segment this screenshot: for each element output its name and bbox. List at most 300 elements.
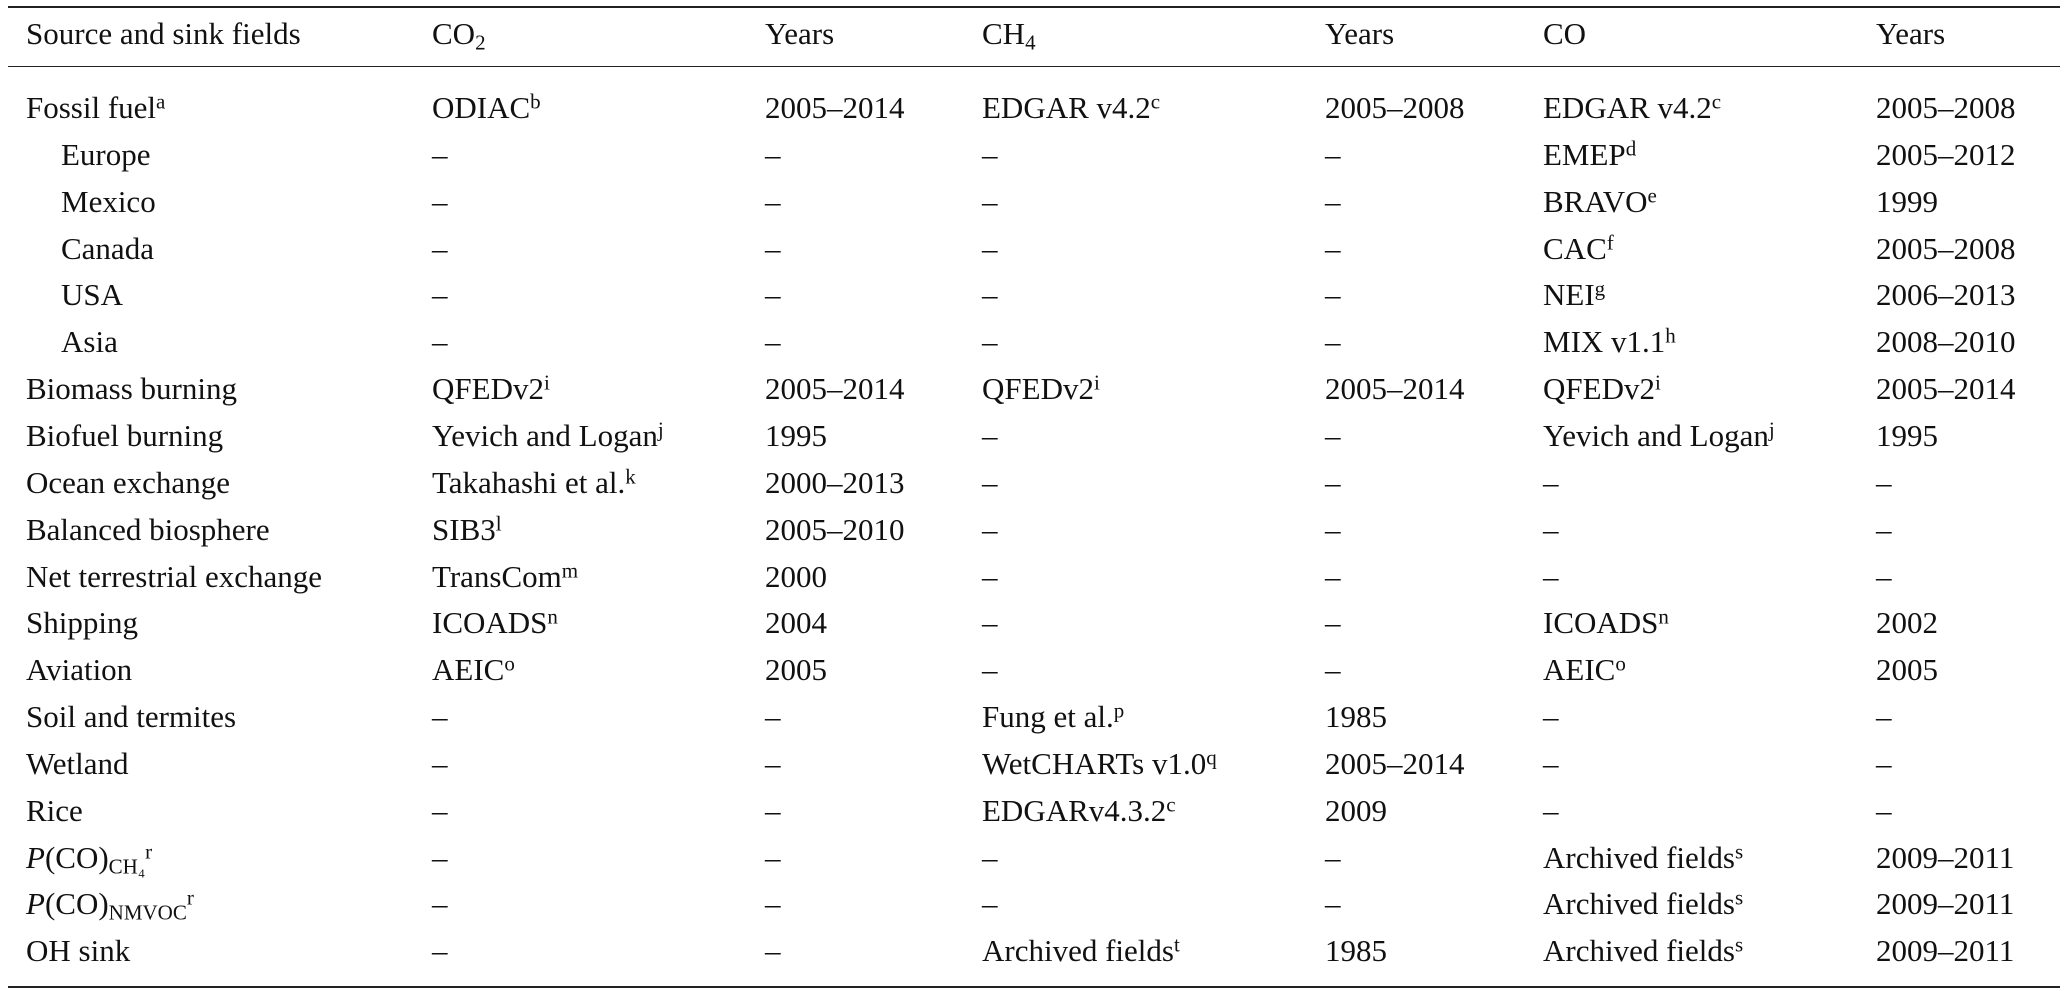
cell-text: Archived fields — [1543, 933, 1735, 969]
cell-text: – — [432, 839, 448, 875]
footnote-marker: f — [1606, 230, 1614, 255]
table-cell — [1325, 884, 1341, 924]
table-cell — [765, 791, 781, 831]
cell-text: CO — [432, 16, 476, 51]
table-cell — [1325, 697, 1387, 737]
cell-text: 2005–2010 — [765, 511, 905, 547]
table-cell — [1543, 931, 1743, 971]
cell-text: CO — [1543, 16, 1587, 51]
cell-text: – — [1876, 792, 1892, 828]
cell-text: Rice — [26, 792, 83, 828]
cell-text: – — [765, 183, 781, 219]
cell-text: – — [982, 183, 998, 219]
table-cell — [1876, 88, 2016, 128]
cell-text: – — [982, 464, 998, 500]
table-cell — [1876, 229, 2016, 269]
cell-text: – — [1543, 558, 1559, 594]
table-cell — [982, 884, 998, 924]
table-cell — [1876, 884, 2014, 924]
cell-text: Years — [765, 16, 835, 51]
column-header — [982, 14, 1036, 54]
table-cell — [982, 510, 998, 550]
cell-text: – — [432, 324, 448, 360]
top-rule — [8, 6, 2060, 8]
cell-text: BRAVO — [1543, 183, 1648, 219]
cell-text: – — [1325, 511, 1341, 547]
cell-text: AEIC — [1543, 652, 1616, 688]
table-cell — [1543, 88, 1721, 128]
table-cell — [982, 557, 998, 597]
cell-text: – — [1543, 699, 1559, 735]
cell-text: 2005–2012 — [1876, 136, 2016, 172]
table-cell — [1543, 603, 1669, 643]
cell-text: 2005–2014 — [1325, 745, 1465, 781]
footnote-marker: k — [625, 464, 636, 489]
table-cell — [1543, 650, 1626, 690]
cell-text: ICOADS — [432, 605, 548, 641]
table-cell — [432, 322, 448, 362]
table-cell — [982, 229, 998, 269]
cell-text: 1985 — [1325, 933, 1387, 969]
table-cell — [1325, 416, 1341, 456]
cell-text: – — [765, 839, 781, 875]
cell-text: 1985 — [1325, 699, 1387, 735]
footnote-marker: i — [543, 370, 550, 395]
footnote-marker: j — [1768, 417, 1775, 442]
footnote-marker: i — [1654, 370, 1661, 395]
subscript: NMVOC — [108, 900, 187, 925]
footnote-marker: q — [1206, 745, 1217, 770]
row-label — [26, 510, 270, 550]
table-cell — [432, 182, 448, 222]
row-label — [61, 229, 154, 269]
table-cell — [765, 650, 827, 690]
cell-text: 2005–2008 — [1876, 90, 2016, 125]
cell-text: ICOADS — [1543, 605, 1659, 641]
table-cell — [1876, 369, 2016, 409]
table-cell — [1543, 510, 1559, 550]
table-cell — [1876, 322, 2016, 362]
cell-text: Soil and termites — [26, 699, 237, 735]
row-label — [61, 322, 118, 362]
table-cell — [1876, 416, 1938, 456]
cell-text: ODIAC — [432, 90, 531, 125]
cell-text: 2005–2014 — [1325, 371, 1465, 407]
row-label — [26, 88, 165, 128]
table-cell — [1876, 182, 1938, 222]
footnote-marker: p — [1113, 698, 1125, 723]
table-cell — [982, 135, 998, 175]
table-cell — [1543, 463, 1559, 503]
cell-text: – — [1325, 605, 1341, 641]
footnote-marker: s — [1734, 932, 1744, 957]
cell-text: EDGAR v4.2 — [982, 90, 1151, 125]
row-label — [26, 650, 132, 690]
table-cell — [1325, 463, 1341, 503]
table-cell — [1876, 463, 1892, 503]
cell-text: – — [765, 886, 781, 922]
table-cell — [1325, 838, 1341, 878]
cell-text: EDGARv4.3.2 — [982, 792, 1167, 828]
cell-text: 2005–2014 — [1876, 371, 2016, 407]
cell-text: – — [982, 511, 998, 547]
cell-text: – — [1325, 839, 1341, 875]
row-label — [26, 603, 138, 643]
cell-text: QFEDv2 — [1543, 371, 1655, 407]
table-cell — [982, 650, 998, 690]
table-cell — [1325, 510, 1341, 550]
cell-text: 2002 — [1876, 605, 1938, 641]
cell-text: – — [1876, 699, 1892, 735]
table-cell — [1325, 275, 1341, 315]
table-cell — [982, 322, 998, 362]
cell-text: Canada — [61, 230, 154, 266]
cell-text: USA — [61, 277, 124, 313]
cell-text: Years — [1876, 16, 1946, 51]
cell-text: 2005 — [765, 652, 827, 688]
cell-text: – — [1325, 652, 1341, 688]
table-cell — [982, 369, 1100, 409]
cell-text: – — [982, 417, 998, 453]
cell-text: 1999 — [1876, 183, 1938, 219]
cell-text: 2000 — [765, 558, 827, 594]
table-cell — [982, 603, 998, 643]
table-cell — [432, 369, 550, 409]
cell-text: – — [1876, 558, 1892, 594]
cell-text: NEI — [1543, 277, 1595, 313]
cell-text: Biomass burning — [26, 371, 237, 407]
table-cell — [1325, 182, 1341, 222]
row-label — [26, 791, 83, 831]
table-cell — [1876, 557, 1892, 597]
table-cell — [1876, 603, 1938, 643]
table-cell — [765, 931, 781, 971]
table-cell — [1543, 322, 1676, 362]
cell-text: – — [432, 699, 448, 735]
table-cell — [765, 322, 781, 362]
table-cell — [432, 229, 448, 269]
table-cell — [1543, 275, 1605, 315]
cell-text: 2005 — [1876, 652, 1938, 688]
footnote-marker: g — [1594, 276, 1606, 301]
footnote-marker: j — [657, 417, 664, 442]
cell-text: 2008–2010 — [1876, 324, 2016, 360]
italic-symbol: P — [26, 886, 45, 922]
footnote-marker: t — [1173, 932, 1180, 957]
cell-text: – — [1543, 745, 1559, 781]
cell-text: – — [765, 699, 781, 735]
table-cell — [1325, 135, 1341, 175]
cell-text: Mexico — [61, 183, 156, 219]
cell-text: CAC — [1543, 230, 1607, 266]
table-cell — [432, 557, 578, 597]
table-cell — [982, 416, 998, 456]
footnote-marker: s — [1734, 839, 1744, 864]
footnote-marker: r — [186, 886, 194, 910]
cell-text: – — [982, 605, 998, 641]
row-label — [26, 557, 322, 597]
cell-text: MIX v1.1 — [1543, 324, 1666, 360]
table-cell — [765, 838, 781, 878]
table-cell — [765, 182, 781, 222]
row-label — [26, 838, 152, 878]
footnote-marker: d — [1625, 136, 1637, 161]
cell-text: – — [432, 230, 448, 266]
footnote-marker: a — [156, 89, 166, 114]
table-cell — [765, 463, 905, 503]
table-cell — [1543, 884, 1743, 924]
cell-text: – — [982, 652, 998, 688]
column-header — [1876, 14, 1945, 54]
table-cell — [432, 135, 448, 175]
table-cell — [432, 275, 448, 315]
footnote-marker: o — [504, 651, 515, 676]
cell-text: EMEP — [1543, 136, 1626, 172]
footnote-marker: e — [1647, 183, 1657, 208]
table-cell — [1543, 791, 1559, 831]
cell-text: – — [982, 277, 998, 313]
cell-text: SIB3 — [432, 511, 496, 547]
table-cell — [1543, 557, 1559, 597]
cell-text: 2005–2008 — [1325, 90, 1465, 125]
cell-text: 2000–2013 — [765, 464, 905, 500]
cell-text: 2006–2013 — [1876, 277, 2016, 313]
row-label — [26, 416, 223, 456]
cell-text: AEIC — [432, 652, 505, 688]
cell-text: – — [1543, 792, 1559, 828]
footnote-marker: m — [561, 558, 579, 583]
cell-text: – — [982, 839, 998, 875]
bottom-rule — [8, 986, 2060, 988]
footnote-marker: h — [1665, 323, 1676, 348]
table-cell — [765, 510, 905, 550]
table-cell — [432, 416, 664, 456]
cell-text: – — [1876, 745, 1892, 781]
cell-text: – — [982, 558, 998, 594]
table-cell — [1543, 229, 1614, 269]
footnote-marker: n — [1658, 604, 1669, 629]
cell-text: – — [1325, 136, 1341, 172]
table-cell — [982, 791, 1176, 831]
table-cell — [982, 275, 998, 315]
column-header — [432, 14, 486, 54]
table-cell — [1876, 650, 1938, 690]
cell-text: – — [432, 886, 448, 922]
cell-text: – — [1325, 277, 1341, 313]
table-cell — [982, 88, 1160, 128]
cell-text: 1995 — [1876, 417, 1938, 453]
cell-text: WetCHARTs v1.0 — [982, 745, 1207, 781]
table-cell — [1325, 744, 1465, 784]
cell-text: Archived fields — [1543, 839, 1735, 875]
cell-text: QFEDv2 — [432, 371, 544, 407]
table-cell — [1325, 557, 1341, 597]
table-cell — [432, 744, 448, 784]
table-cell — [765, 603, 827, 643]
subscript: CH₄ — [108, 853, 146, 878]
cell-text: Fossil fuel — [26, 90, 157, 125]
cell-text: – — [1543, 464, 1559, 500]
cell-text: Source and sink fields — [26, 16, 301, 51]
table-cell — [1543, 416, 1775, 456]
cell-text: Europe — [61, 136, 151, 172]
footnote-marker: c — [1150, 89, 1161, 114]
column-header — [1543, 14, 1586, 54]
table-cell — [765, 88, 905, 128]
cell-text: Balanced biosphere — [26, 511, 270, 547]
cell-text: – — [1325, 417, 1341, 453]
table-cell — [1543, 182, 1657, 222]
table-cell — [982, 744, 1217, 784]
cell-text: 2005–2014 — [765, 90, 905, 125]
cell-text: – — [432, 933, 448, 969]
table-cell — [1325, 603, 1341, 643]
table-cell — [765, 744, 781, 784]
table-cell — [1543, 369, 1661, 409]
cell-text: – — [765, 745, 781, 781]
cell-text: – — [765, 230, 781, 266]
cell-text: Aviation — [26, 652, 133, 688]
table-cell — [1325, 650, 1341, 690]
table-cell — [432, 931, 448, 971]
cell-text: 2005–2008 — [1876, 230, 2016, 266]
cell-text: (CO) — [44, 886, 109, 922]
footnote-marker: b — [530, 89, 541, 114]
table-cell — [432, 88, 541, 128]
row-label — [26, 369, 237, 409]
cell-text: – — [982, 136, 998, 172]
footnote-marker: c — [1711, 89, 1722, 114]
table-cell — [1543, 838, 1743, 878]
table-cell — [1876, 744, 1892, 784]
table-cell — [765, 275, 781, 315]
table-cell — [1543, 744, 1559, 784]
table-cell — [432, 884, 448, 924]
cell-text: Fung et al. — [982, 699, 1114, 735]
table-cell — [1876, 510, 1892, 550]
table-cell — [1543, 697, 1559, 737]
table-cell — [432, 650, 515, 690]
table-cell — [1325, 88, 1465, 128]
cell-text: 2009–2011 — [1876, 933, 2015, 969]
cell-text: 2009 — [1325, 792, 1387, 828]
cell-text: – — [1325, 464, 1341, 500]
cell-text: 1995 — [765, 417, 827, 453]
cell-text: – — [1325, 324, 1341, 360]
cell-text: TransCom — [432, 558, 562, 594]
table-cell — [765, 135, 781, 175]
footnote-marker: r — [145, 839, 153, 864]
row-label — [26, 884, 194, 924]
cell-text: CH — [982, 16, 1026, 51]
cell-text: – — [765, 933, 781, 969]
table-cell — [1876, 838, 2014, 878]
cell-text: Archived fields — [1543, 886, 1735, 922]
cell-text: Net terrestrial exchange — [26, 558, 323, 594]
cell-text: 2004 — [765, 605, 827, 641]
cell-text: Shipping — [26, 605, 138, 641]
cell-text: – — [765, 136, 781, 172]
subscript: 2 — [475, 30, 486, 55]
cell-text: – — [1325, 558, 1341, 594]
footnote-marker: n — [547, 604, 558, 629]
cell-text: Asia — [61, 324, 118, 360]
footnote-marker: o — [1615, 651, 1626, 676]
footnote-marker: c — [1166, 792, 1176, 817]
cell-text: – — [765, 277, 781, 313]
table-cell — [432, 697, 448, 737]
table-cell — [765, 557, 827, 597]
row-label — [26, 931, 130, 971]
cell-text: Years — [1325, 16, 1395, 51]
row-label — [61, 182, 156, 222]
table-cell — [982, 838, 998, 878]
cell-text: Ocean exchange — [26, 464, 230, 500]
table-cell — [765, 697, 781, 737]
cell-text: Takahashi et al. — [432, 464, 626, 500]
table-cell — [765, 229, 781, 269]
row-label — [61, 135, 151, 175]
cell-text: – — [1325, 183, 1341, 219]
table-cell — [1876, 697, 1892, 737]
cell-text: – — [1543, 511, 1559, 547]
table-cell — [1876, 135, 2016, 175]
header-rule — [8, 66, 2060, 67]
cell-text: QFEDv2 — [982, 371, 1094, 407]
column-header — [1325, 14, 1394, 54]
table-cell — [982, 182, 998, 222]
cell-text: – — [1876, 464, 1892, 500]
table-cell — [982, 463, 998, 503]
footnote-marker: s — [1734, 886, 1744, 910]
cell-text: – — [432, 183, 448, 219]
subscript: 4 — [1025, 30, 1036, 55]
row-label — [26, 744, 129, 784]
cell-text: Archived fields — [982, 933, 1174, 969]
table-cell — [1325, 322, 1341, 362]
cell-text: Wetland — [26, 745, 129, 781]
footnote-marker: i — [1093, 370, 1100, 395]
cell-text: (CO) — [44, 839, 109, 875]
column-header — [26, 14, 301, 54]
cell-text: 2009–2011 — [1876, 839, 2015, 875]
cell-text: – — [432, 136, 448, 172]
table-cell — [765, 416, 827, 456]
cell-text: – — [432, 277, 448, 313]
table-cell — [432, 838, 448, 878]
table-cell — [432, 510, 502, 550]
cell-text: – — [1876, 511, 1892, 547]
table-cell — [1325, 791, 1387, 831]
cell-text: – — [1325, 230, 1341, 266]
row-label — [26, 463, 230, 503]
table-cell — [982, 697, 1124, 737]
column-header — [765, 14, 834, 54]
table-cell — [1876, 931, 2014, 971]
table-cell — [765, 884, 781, 924]
cell-text: Yevich and Logan — [432, 417, 658, 453]
table-cell — [1325, 931, 1387, 971]
italic-symbol: P — [26, 839, 45, 875]
cell-text: – — [432, 792, 448, 828]
table-cell — [1543, 135, 1636, 175]
table-cell — [432, 463, 636, 503]
cell-text: – — [1325, 886, 1341, 922]
cell-text: – — [432, 745, 448, 781]
cell-text: – — [765, 324, 781, 360]
table-cell — [1876, 791, 1892, 831]
table-cell — [1325, 229, 1341, 269]
